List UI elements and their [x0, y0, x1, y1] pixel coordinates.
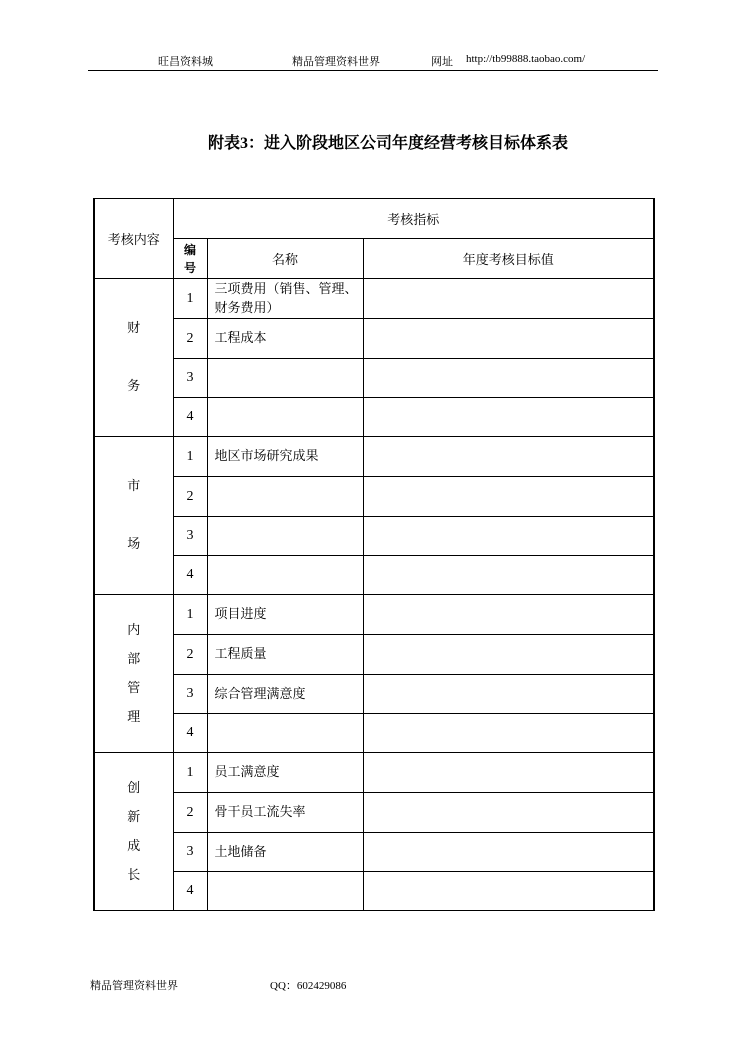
target-value-cell[interactable]	[363, 398, 654, 437]
table-header-row-2	[94, 239, 654, 279]
category-cell	[94, 437, 173, 595]
indicator-name-cell: 工程质量	[207, 635, 363, 675]
target-value-cell[interactable]	[363, 517, 654, 556]
header-category-cell: 考核内容	[94, 199, 173, 279]
table-row	[94, 556, 654, 595]
indicator-name-cell: 综合管理满意度	[207, 675, 363, 714]
row-number-cell: 1	[173, 595, 207, 635]
target-value-cell[interactable]	[363, 714, 654, 753]
indicator-name-cell	[207, 398, 363, 437]
row-number-cell: 3	[173, 359, 207, 398]
table-row	[94, 635, 654, 675]
category-cell	[94, 279, 173, 437]
indicator-name-cell: 工程成本	[207, 319, 363, 359]
table-row	[94, 872, 654, 911]
table-row	[94, 753, 654, 793]
assessment-table	[93, 198, 655, 911]
table-row	[94, 279, 654, 319]
table-header-row-1	[94, 199, 654, 239]
category-char: 场	[127, 536, 141, 552]
category-cell	[94, 595, 173, 753]
page-title	[208, 130, 568, 153]
header-center-text: 精品管理资料世界	[292, 55, 380, 68]
header-target-cell: 年度考核目标值	[363, 239, 654, 279]
category-char: 长	[127, 867, 141, 883]
row-number-cell: 4	[173, 714, 207, 753]
target-value-cell[interactable]	[363, 793, 654, 833]
row-number-cell: 1	[173, 279, 207, 319]
indicator-name-cell	[207, 556, 363, 595]
category-cell	[94, 753, 173, 911]
row-number-cell: 2	[173, 319, 207, 359]
table-row	[94, 437, 654, 477]
footer-left-text: 精品管理资料世界	[90, 979, 178, 992]
indicator-name-cell: 三项费用（销售、管理、财务费用）	[207, 279, 363, 319]
table-row	[94, 675, 654, 714]
indicator-name-cell	[207, 517, 363, 556]
target-value-cell[interactable]	[363, 635, 654, 675]
page-header	[0, 53, 744, 69]
row-number-cell: 1	[173, 437, 207, 477]
category-char: 部	[127, 651, 141, 667]
indicator-name-cell: 土地储备	[207, 833, 363, 872]
header-number-char-2: 号	[183, 260, 196, 275]
header-number-cell	[173, 239, 207, 279]
target-value-cell[interactable]	[363, 872, 654, 911]
table-row	[94, 477, 654, 517]
table-row	[94, 714, 654, 753]
table-row	[94, 793, 654, 833]
row-number-cell: 2	[173, 793, 207, 833]
row-number-cell: 3	[173, 833, 207, 872]
target-value-cell[interactable]	[363, 595, 654, 635]
footer-qq-text: QQ：602429086	[270, 980, 347, 992]
target-value-cell[interactable]	[363, 675, 654, 714]
row-number-cell: 2	[173, 635, 207, 675]
table-row	[94, 359, 654, 398]
title-text: ：进入阶段地区公司年度经营考核目标体系表	[248, 133, 569, 152]
header-name-cell: 名称	[207, 239, 363, 279]
target-value-cell[interactable]	[363, 833, 654, 872]
header-url-link[interactable]: http://tb99888.taobao.com/	[466, 53, 586, 65]
category-char: 成	[127, 838, 141, 854]
category-char: 务	[127, 378, 141, 394]
target-value-cell[interactable]	[363, 359, 654, 398]
category-char: 创	[127, 780, 141, 796]
title-prefix: 附表	[208, 133, 241, 152]
row-number-cell: 4	[173, 872, 207, 911]
row-number-cell: 3	[173, 517, 207, 556]
indicator-name-cell	[207, 872, 363, 911]
target-value-cell[interactable]	[363, 319, 654, 359]
table-row	[94, 517, 654, 556]
target-value-cell[interactable]	[363, 477, 654, 517]
target-value-cell[interactable]	[363, 556, 654, 595]
title-number: 3	[240, 135, 249, 152]
row-number-cell: 3	[173, 675, 207, 714]
indicator-name-cell: 项目进度	[207, 595, 363, 635]
category-char: 财	[127, 320, 141, 336]
indicator-name-cell: 骨干员工流失率	[207, 793, 363, 833]
row-number-cell: 2	[173, 477, 207, 517]
header-indicator-cell: 考核指标	[173, 199, 654, 239]
target-value-cell[interactable]	[363, 753, 654, 793]
category-char: 理	[127, 709, 141, 725]
category-char: 内	[127, 622, 141, 638]
target-value-cell[interactable]	[363, 279, 654, 319]
target-value-cell[interactable]	[363, 437, 654, 477]
indicator-name-cell: 地区市场研究成果	[207, 437, 363, 477]
table-row	[94, 398, 654, 437]
row-number-cell: 1	[173, 753, 207, 793]
row-number-cell: 4	[173, 398, 207, 437]
table-row	[94, 319, 654, 359]
header-left-text: 旺昌资料城	[158, 55, 213, 68]
table-row	[94, 833, 654, 872]
indicator-name-cell	[207, 477, 363, 517]
indicator-name-cell	[207, 359, 363, 398]
table-row	[94, 595, 654, 635]
header-site-label: 网址	[431, 55, 453, 68]
indicator-name-cell	[207, 714, 363, 753]
category-char: 新	[127, 809, 141, 825]
row-number-cell: 4	[173, 556, 207, 595]
indicator-name-cell: 员工满意度	[207, 753, 363, 793]
header-number-char-1: 编	[183, 242, 196, 257]
header-divider	[88, 70, 658, 71]
category-char: 市	[127, 478, 141, 494]
category-char: 管	[127, 680, 141, 696]
